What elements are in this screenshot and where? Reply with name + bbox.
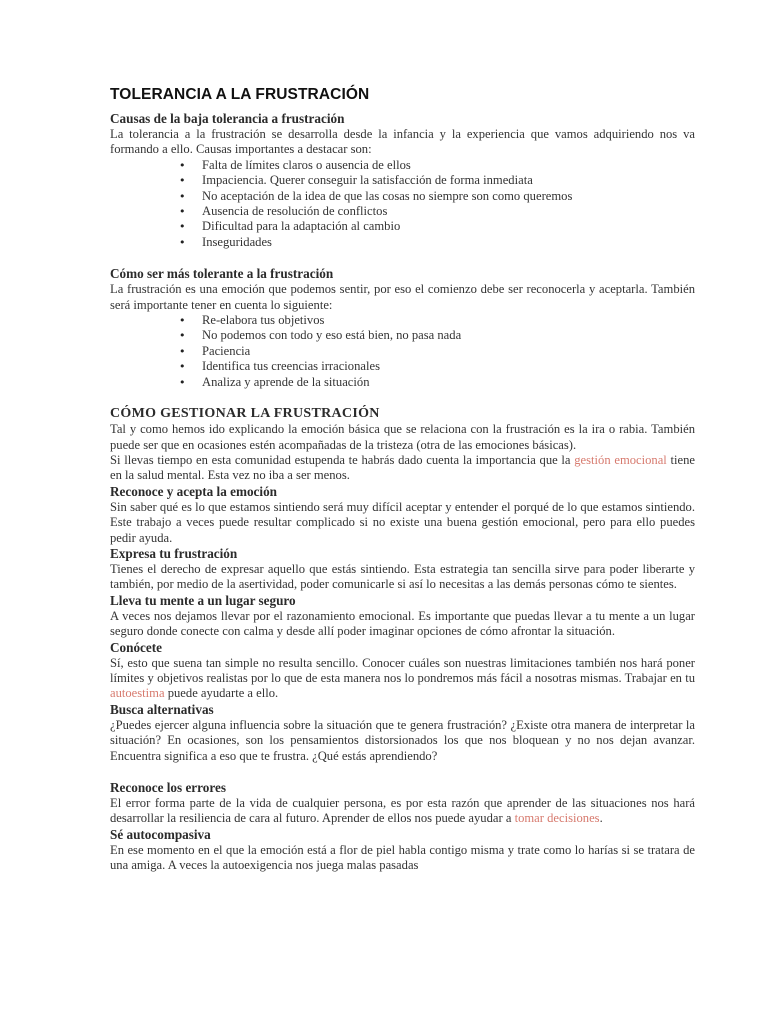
heading-expresa: Expresa tu frustración (110, 545, 238, 561)
paragraph-lugar-seguro: A veces nos dejamos llevar por el razonamiento emocional. Es importante que puedas llevar a tu mente a un lugar seguro donde conecte con calma y desde allí poder imaginar opciones de cómo afrontar la situación. (110, 608, 695, 639)
paragraph-errores: El error forma parte de la vida de cualquier persona, es por esta razón que aprender de las situaciones nos hará desarrollar la resiliencia de cara al futuro. Aprender de ellos nos puede ayudar a tomar decisiones. (110, 796, 695, 826)
paragraph-gestionar-1: Tal y como hemos ido explicando la emoción básica que se relaciona con la frustración es la ira o rabia. También puede ser que en ocasiones estén acompañadas de la tristeza (otra de las emociones básicas). (110, 422, 695, 452)
document-title: TOLERANCIA A LA FRUSTRACIÓN (110, 86, 370, 103)
paragraph-reconoce-emocion: Sin saber qué es lo que estamos sintiendo será muy difícil aceptar y entender el porqué de lo que estamos sintiendo. Este trabajo a veces puede resultar complicado si no existe una buena gestión emocional, pero para ello puedes pedir ayuda. (110, 499, 695, 545)
list-item: • Falta de límites claros o ausencia de ellos (179, 158, 695, 173)
list-item: • No aceptación de la idea de que las cosas no siempre son como queremos (179, 189, 695, 204)
paragraph-tolerante: La frustración es una emoción que podemos sentir, por eso el comienzo debe ser reconocerla y aceptarla. También será importante tener en cuenta lo siguiente: (110, 282, 695, 312)
heading-alternativas: Busca alternativas (110, 701, 214, 717)
paragraph-conocete: Sí, esto que suena tan simple no resulta sencillo. Conocer cuáles son nuestras limitaciones también nos hará poner límites y objetivos realistas por lo que de esta manera nos lo pondremos más fácil a nosotras mismas. Trabajar en tu autoestima puede ayudarte a ello. (110, 655, 695, 701)
list-item: • Ausencia de resolución de conflictos (179, 204, 695, 219)
heading-causas: Causas de la baja tolerancia a frustración (110, 111, 345, 126)
paragraph-autocompasiva: En ese momento en el que la emoción está a flor de piel habla contigo misma y trate como lo harías si se tratara de una amiga. A veces la autoexigencia nos juega malas pasadas (110, 842, 695, 873)
list-item: • Re-elabora tus objetivos (179, 313, 695, 328)
list-item: • No podemos con todo y eso está bien, no pasa nada (179, 328, 695, 343)
heading-lugar-seguro: Lleva tu mente a un lugar seguro (110, 592, 296, 608)
list-item: • Inseguridades (179, 235, 695, 250)
document-body (110, 86, 695, 874)
link-tomar-decisiones[interactable]: tomar decisiones (514, 811, 600, 826)
heading-reconoce-emocion: Reconoce y acepta la emoción (110, 483, 277, 499)
heading-gestionar: CÓMO GESTIONAR LA FRUSTRACIÓN (110, 406, 380, 422)
heading-autocompasiva: Sé autocompasiva (110, 826, 211, 842)
list-item: • Analiza y aprende de la situación (179, 375, 695, 390)
list-tolerante (110, 313, 695, 390)
list-item: • Dificultad para la adaptación al cambio (179, 219, 695, 234)
link-autoestima[interactable]: autoestima (110, 686, 165, 701)
link-gestion-emocional[interactable]: gestión emocional (574, 452, 667, 467)
list-item: • Paciencia (179, 344, 695, 359)
list-item: • Impaciencia. Querer conseguir la satisfacción de forma inmediata (179, 173, 695, 188)
paragraph-gestionar-2: Si llevas tiempo en esta comunidad estupenda te habrás dado cuenta la importancia que la gestión emocional tiene en la salud mental. Esta vez no iba a ser menos. (110, 452, 696, 483)
list-causas (110, 158, 695, 250)
paragraph-alternativas: ¿Puedes ejercer alguna influencia sobre la situación que te genera frustración? ¿Existe otra manera de interpretar la situación? En ocasiones, son los pensamientos distorsionados los que nos bloquean y no nos dejan avanzar. Encuentra significa a eso que te frustra. ¿Qué estás aprendiendo? (110, 717, 695, 763)
paragraph-causas: La tolerancia a la frustración se desarrolla desde la infancia y la experiencia que vamos adquiriendo nos va formando a ello. Causas importantes a destacar son: (110, 127, 695, 157)
heading-conocete: Conócete (110, 639, 162, 655)
heading-errores: Reconoce los errores (110, 780, 226, 795)
list-item: • Identifica tus creencias irracionales (179, 359, 695, 374)
paragraph-expresa: Tienes el derecho de expresar aquello que estás sintiendo. Esta estrategia tan sencilla sirve para poder liberarte y también, por medio de la asertividad, poder comunicarle si así lo necesitas a las demás personas cómo te sientes. (110, 561, 695, 592)
heading-tolerante: Cómo ser más tolerante a la frustración (110, 266, 334, 282)
